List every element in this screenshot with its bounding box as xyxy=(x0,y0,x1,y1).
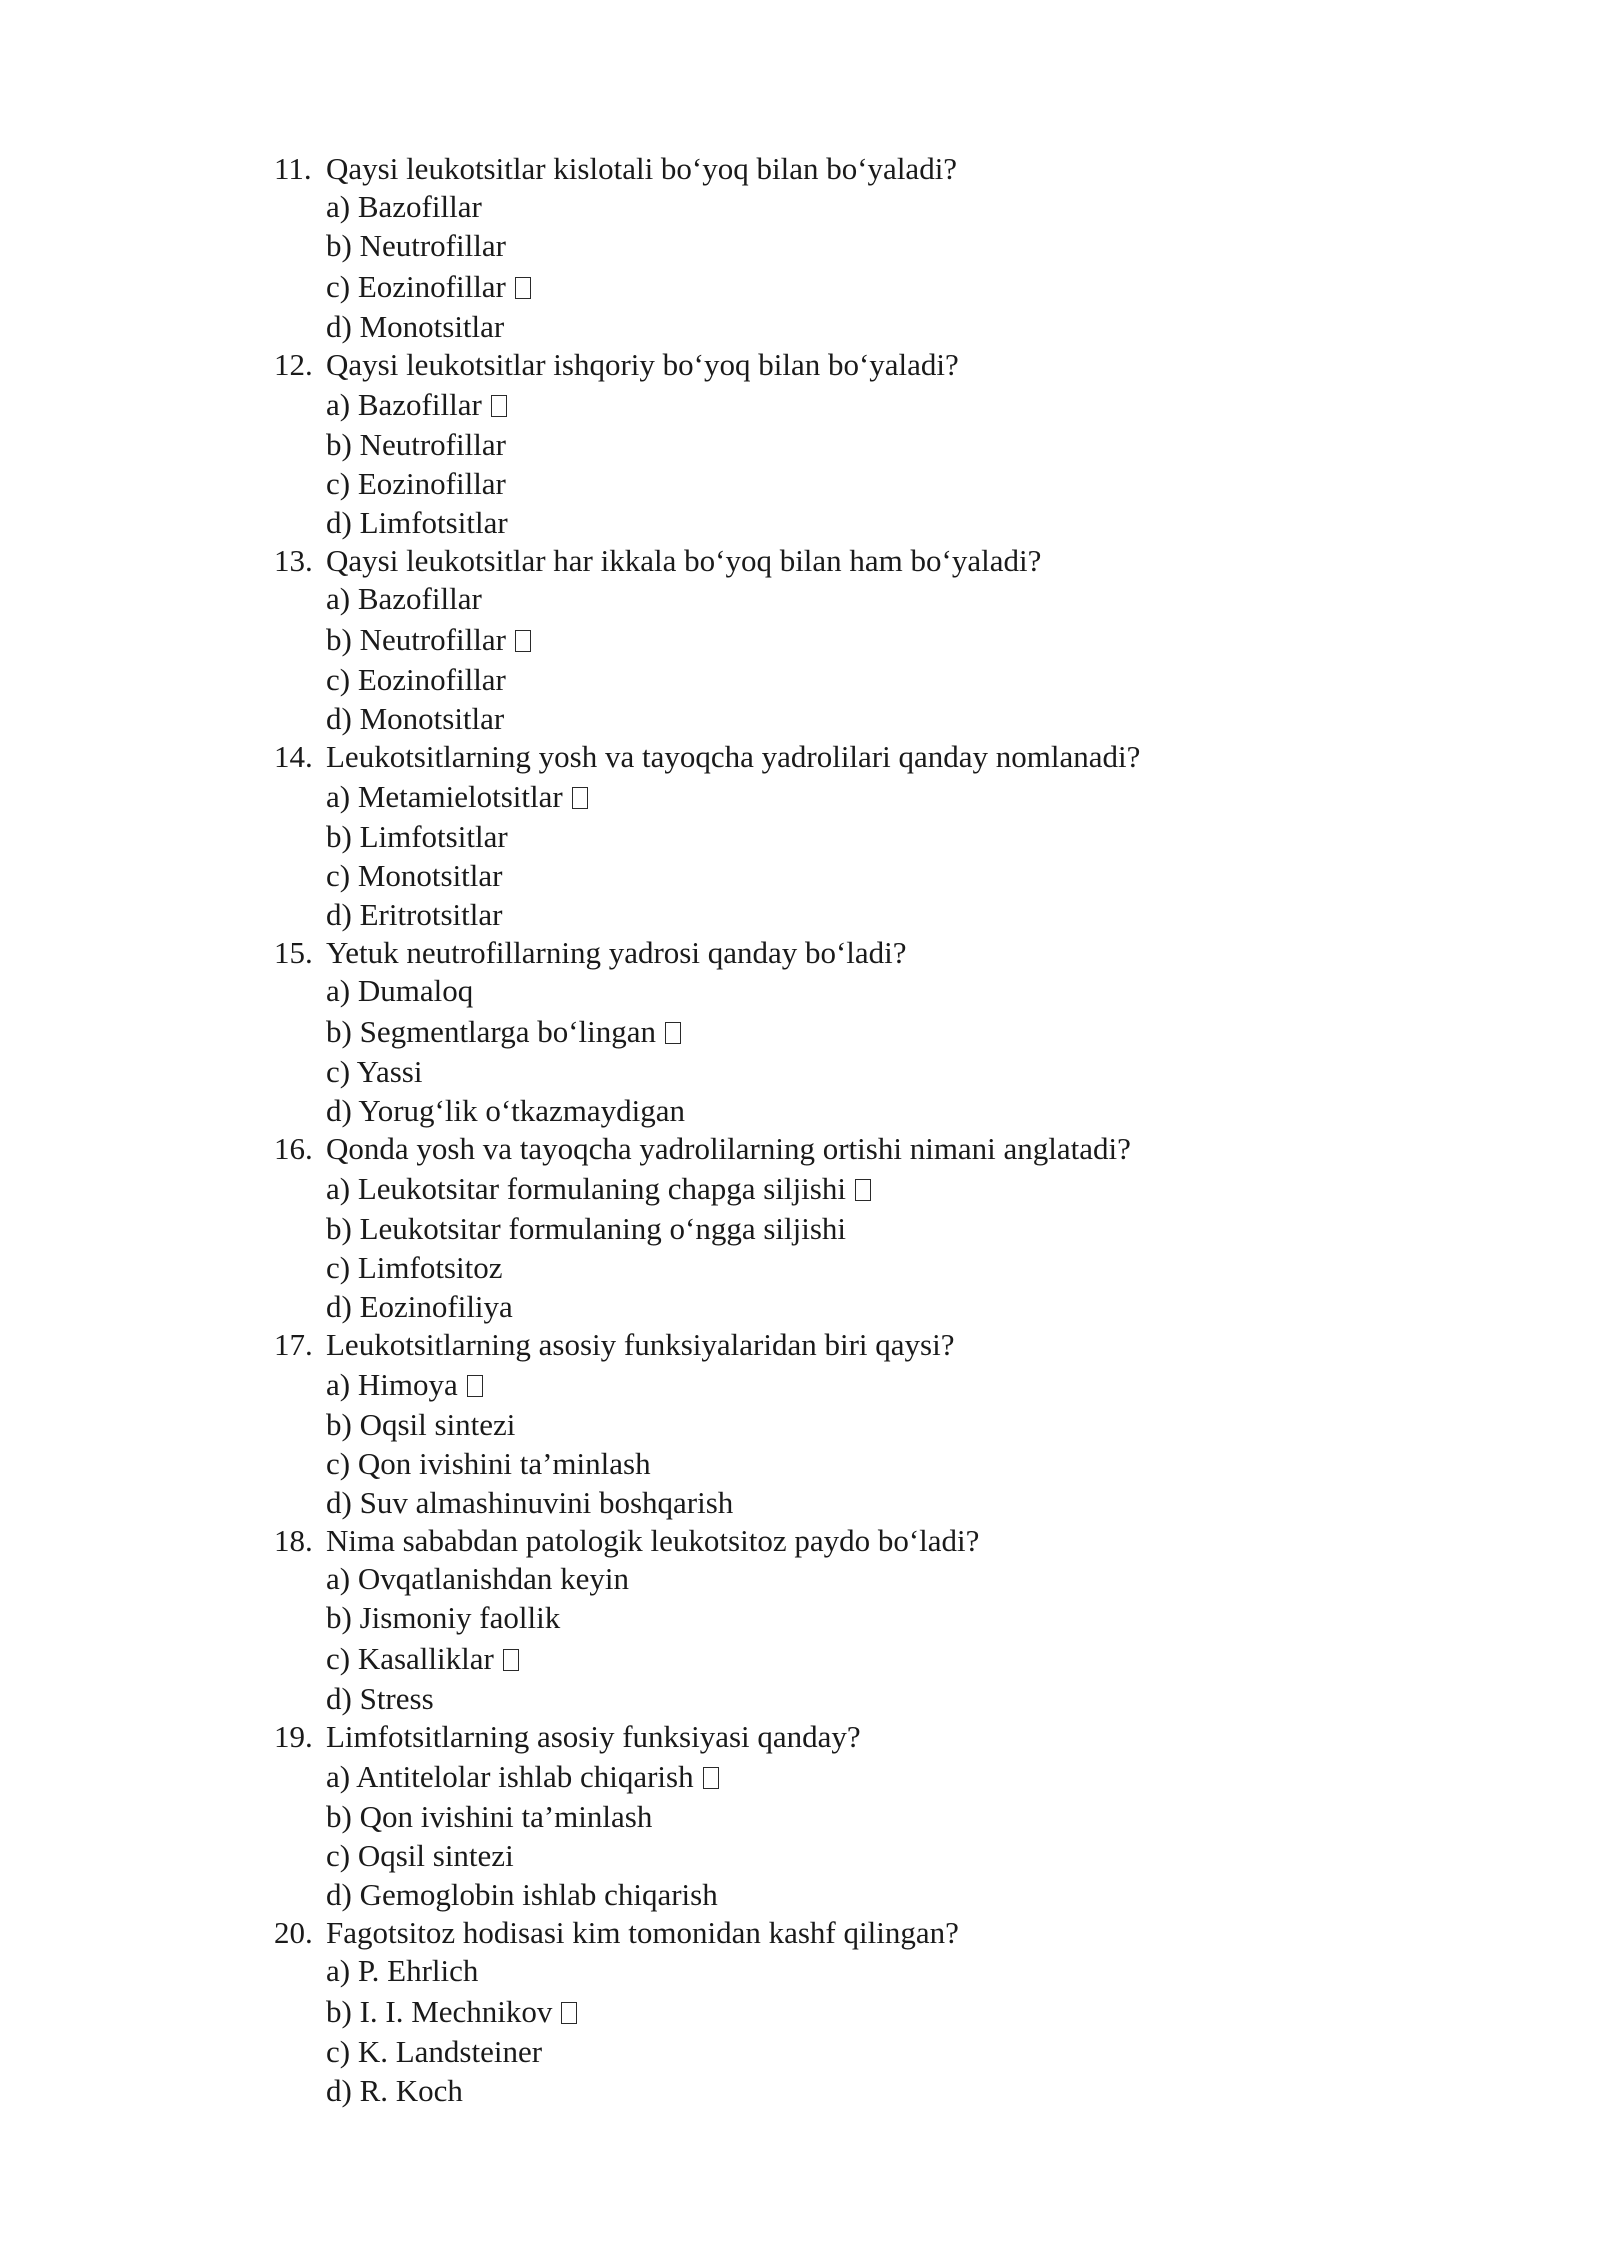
answer-option-label: d) Gemoglobin ishlab chiqarish xyxy=(326,1877,718,1912)
answer-option xyxy=(274,1755,1374,1797)
answer-option xyxy=(274,1010,1374,1052)
answer-option-label: d) Yorug‘lik o‘tkazmaydigan xyxy=(326,1093,686,1128)
answer-options xyxy=(274,1755,1374,1914)
answer-option xyxy=(274,307,1374,346)
answer-option xyxy=(274,1951,1374,1990)
answer-option-label: d) Monotsitlar xyxy=(326,701,505,736)
answer-option-label: c) Oqsil sintezi xyxy=(326,1838,514,1873)
answer-options xyxy=(274,1167,1374,1326)
question-item xyxy=(274,738,1374,934)
answer-option-label: a) Bazofillar xyxy=(326,581,482,616)
answer-option-label: a) Bazofillar xyxy=(326,387,482,422)
answer-option-label: b) Neutrofillar xyxy=(326,427,506,462)
answer-option xyxy=(274,1052,1374,1091)
answer-option xyxy=(274,1797,1374,1836)
question-item xyxy=(274,1326,1374,1522)
correct-answer-box-icon xyxy=(665,1022,681,1044)
question-item xyxy=(274,346,1374,542)
answer-option-label: d) Monotsitlar xyxy=(326,309,505,344)
answer-option xyxy=(274,1875,1374,1914)
question-number: 12. xyxy=(274,347,313,382)
question-item xyxy=(274,1130,1374,1326)
answer-option xyxy=(274,1559,1374,1598)
question-text: Fagotsitoz hodisasi kim tomonidan kashf qilingan? xyxy=(326,1915,959,1950)
correct-answer-box-icon xyxy=(515,630,531,652)
question-number: 14. xyxy=(274,739,313,774)
question-line xyxy=(274,1914,1374,1951)
answer-option xyxy=(274,226,1374,265)
answer-option-label: d) Eozinofiliya xyxy=(326,1289,513,1324)
answer-option-label: a) Ovqatlanishdan keyin xyxy=(326,1561,630,1596)
question-number: 20. xyxy=(274,1915,313,1950)
question-number: 11. xyxy=(274,151,312,186)
answer-option-label: c) Eozinofillar xyxy=(326,662,506,697)
question-line xyxy=(274,542,1374,579)
question-item xyxy=(274,934,1374,1130)
answer-option xyxy=(274,187,1374,226)
answer-option-label: c) Limfotsitoz xyxy=(326,1250,503,1285)
question-text: Qaysi leukotsitlar ishqoriy bo‘yoq bilan bo‘yaladi? xyxy=(326,347,959,382)
question-number: 16. xyxy=(274,1131,313,1166)
answer-option xyxy=(274,1091,1374,1130)
answer-option xyxy=(274,383,1374,425)
answer-option xyxy=(274,1990,1374,2032)
question-line xyxy=(274,1326,1374,1363)
question-line xyxy=(274,934,1374,971)
answer-option-label: d) R. Koch xyxy=(326,2073,463,2108)
answer-options xyxy=(274,775,1374,934)
question-number: 18. xyxy=(274,1523,313,1558)
question-text: Limfotsitlarning asosiy funksiyasi qanday? xyxy=(326,1719,861,1754)
answer-option xyxy=(274,2032,1374,2071)
answer-option-label: d) Suv almashinuvini boshqarish xyxy=(326,1485,734,1520)
answer-option xyxy=(274,1637,1374,1679)
answer-options xyxy=(274,383,1374,542)
answer-option-label: b) Jismoniy faollik xyxy=(326,1600,561,1635)
answer-option xyxy=(274,618,1374,660)
answer-option-label: a) Himoya xyxy=(326,1367,458,1402)
answer-option xyxy=(274,1209,1374,1248)
question-text: Nima sababdan patologik leukotsitoz paydo bo‘ladi? xyxy=(326,1523,980,1558)
question-text: Qaysi leukotsitlar har ikkala bo‘yoq bilan ham bo‘yaladi? xyxy=(326,543,1042,578)
answer-option-label: a) P. Ehrlich xyxy=(326,1953,479,1988)
answer-option xyxy=(274,660,1374,699)
answer-option-label: d) Eritrotsitlar xyxy=(326,897,503,932)
answer-option-label: b) Limfotsitlar xyxy=(326,819,508,854)
correct-answer-box-icon xyxy=(572,787,588,809)
question-item xyxy=(274,150,1374,346)
question-text: Qonda yosh va tayoqcha yadrolilarning ortishi nimani anglatadi? xyxy=(326,1131,1131,1166)
answer-option-label: c) Qon ivishini ta’minlash xyxy=(326,1446,651,1481)
answer-options xyxy=(274,579,1374,738)
answer-option xyxy=(274,1598,1374,1637)
answer-option xyxy=(274,856,1374,895)
question-number: 13. xyxy=(274,543,313,578)
question-text: Qaysi leukotsitlar kislotali bo‘yoq bilan bo‘yaladi? xyxy=(326,151,958,186)
question-line xyxy=(274,1130,1374,1167)
answer-option xyxy=(274,775,1374,817)
answer-option-label: c) Kasalliklar xyxy=(326,1641,494,1676)
question-item xyxy=(274,1718,1374,1914)
answer-option-label: b) Neutrofillar xyxy=(326,228,506,263)
answer-option xyxy=(274,1483,1374,1522)
answer-option xyxy=(274,1679,1374,1718)
answer-option xyxy=(274,1363,1374,1405)
question-line xyxy=(274,346,1374,383)
answer-option-label: c) Eozinofillar xyxy=(326,269,506,304)
answer-option xyxy=(274,1836,1374,1875)
answer-option-label: b) Qon ivishini ta’minlash xyxy=(326,1799,653,1834)
answer-option xyxy=(274,579,1374,618)
answer-option xyxy=(274,2071,1374,2110)
answer-option-label: b) Oqsil sintezi xyxy=(326,1407,516,1442)
correct-answer-box-icon xyxy=(855,1179,871,1201)
question-item xyxy=(274,542,1374,738)
answer-option xyxy=(274,503,1374,542)
answer-options xyxy=(274,187,1374,346)
answer-option-label: a) Leukotsitar formulaning chapga siljishi xyxy=(326,1171,846,1206)
correct-answer-box-icon xyxy=(515,277,531,299)
question-line xyxy=(274,738,1374,775)
answer-option xyxy=(274,1444,1374,1483)
answer-option-label: b) I. I. Mechnikov xyxy=(326,1994,553,2029)
question-line xyxy=(274,150,1374,187)
question-text: Leukotsitlarning asosiy funksiyalaridan biri qaysi? xyxy=(326,1327,955,1362)
question-text: Yetuk neutrofillarning yadrosi qanday bo‘ladi? xyxy=(326,935,907,970)
answer-option-label: c) Yassi xyxy=(326,1054,423,1089)
answer-option-label: c) Monotsitlar xyxy=(326,858,503,893)
answer-option xyxy=(274,817,1374,856)
correct-answer-box-icon xyxy=(503,1649,519,1671)
question-item xyxy=(274,1914,1374,2110)
answer-options xyxy=(274,1951,1374,2110)
answer-option xyxy=(274,971,1374,1010)
answer-option-label: d) Stress xyxy=(326,1681,434,1716)
correct-answer-box-icon xyxy=(703,1767,719,1789)
answer-option xyxy=(274,1405,1374,1444)
question-number: 19. xyxy=(274,1719,313,1754)
answer-option xyxy=(274,699,1374,738)
question-list xyxy=(274,150,1374,2110)
question-item xyxy=(274,1522,1374,1718)
answer-option-label: c) Eozinofillar xyxy=(326,466,506,501)
answer-option-label: d) Limfotsitlar xyxy=(326,505,508,540)
answer-option xyxy=(274,1248,1374,1287)
answer-option xyxy=(274,1167,1374,1209)
answer-options xyxy=(274,1363,1374,1522)
question-line xyxy=(274,1718,1374,1755)
answer-option xyxy=(274,895,1374,934)
answer-option-label: b) Neutrofillar xyxy=(326,622,506,657)
answer-options xyxy=(274,1559,1374,1718)
answer-option-label: a) Metamielotsitlar xyxy=(326,779,563,814)
question-line xyxy=(274,1522,1374,1559)
answer-option xyxy=(274,425,1374,464)
answer-option-label: b) Leukotsitar formulaning o‘ngga siljishi xyxy=(326,1211,847,1246)
answer-option xyxy=(274,265,1374,307)
question-number: 15. xyxy=(274,935,313,970)
answer-option-label: a) Bazofillar xyxy=(326,189,482,224)
question-text: Leukotsitlarning yosh va tayoqcha yadrolilari qanday nomlanadi? xyxy=(326,739,1141,774)
correct-answer-box-icon xyxy=(561,2002,577,2024)
correct-answer-box-icon xyxy=(491,395,507,417)
answer-options xyxy=(274,971,1374,1130)
question-number: 17. xyxy=(274,1327,313,1362)
answer-option-label: a) Dumaloq xyxy=(326,973,474,1008)
answer-option xyxy=(274,464,1374,503)
answer-option-label: b) Segmentlarga bo‘lingan xyxy=(326,1014,657,1049)
answer-option-label: c) K. Landsteiner xyxy=(326,2034,543,2069)
correct-answer-box-icon xyxy=(467,1375,483,1397)
answer-option-label: a) Antitelolar ishlab chiqarish xyxy=(326,1759,694,1794)
answer-option xyxy=(274,1287,1374,1326)
